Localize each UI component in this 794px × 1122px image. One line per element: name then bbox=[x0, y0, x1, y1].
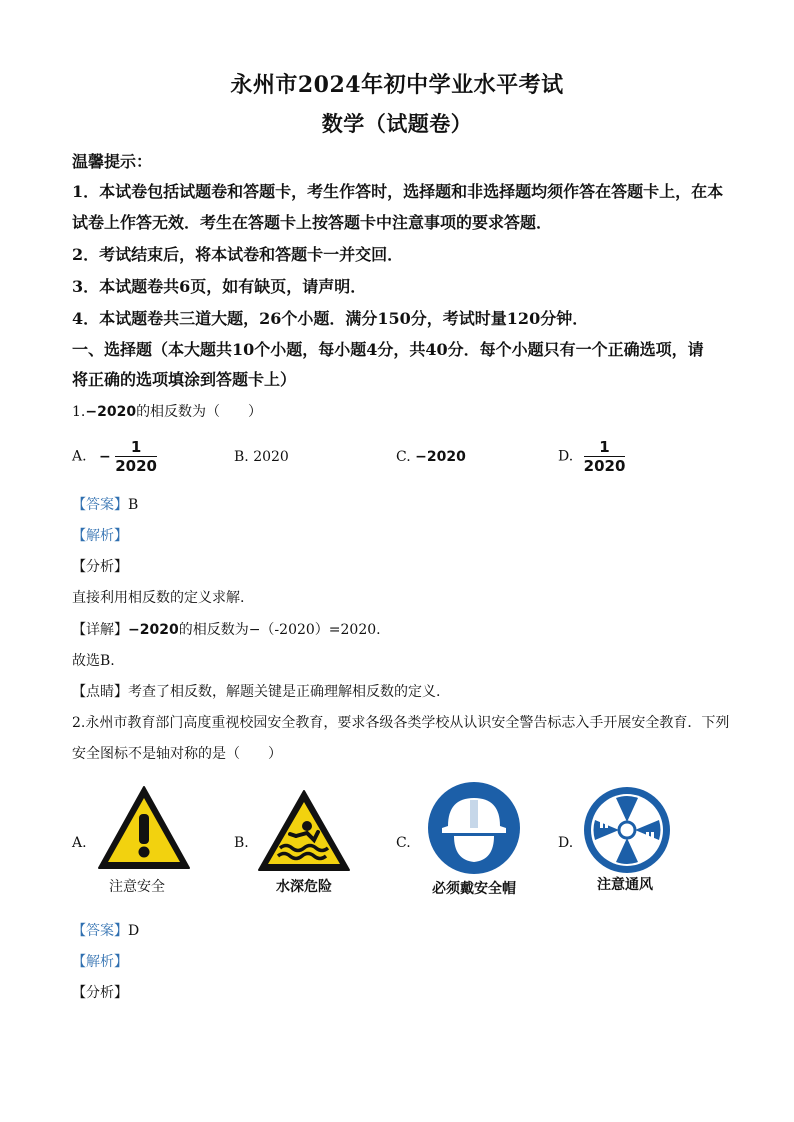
q1-stem bbox=[72, 402, 728, 422]
notice-item-4: 4．本试题卷共三道大题，26个小题．满分150分，考试时量120分钟． bbox=[72, 309, 589, 328]
q1-fenxi-text: 直接利用相反数的定义求解. bbox=[72, 590, 245, 606]
q2-option-d-caption: 注意通风 bbox=[597, 877, 653, 893]
q1-comment-text: 考查了相反数，解题关键是正确理解相反数的定义. bbox=[128, 684, 441, 700]
q2-stem-a: 2.永州市教育部门高度重视校园安全教育，要求各级各类学校从认识安全警告标志入手开展安全教育．下列 bbox=[72, 715, 730, 731]
notice-item-3: 3．本试题卷共6页，如有缺页，请声明． bbox=[72, 277, 367, 296]
q1-answer-value: B bbox=[128, 497, 139, 513]
q1-option-c bbox=[396, 448, 466, 466]
q1-expr: −2020 bbox=[85, 404, 137, 420]
q1-option-a-denominator: 2020 bbox=[115, 457, 157, 475]
section-heading-a: 一、选择题（本大题共10个小题，每小题4分，共40分．每个小题只有一个正确选项，请 bbox=[72, 340, 704, 359]
q2-answer bbox=[72, 921, 728, 941]
q2-answer-tag: 【答案】 bbox=[72, 923, 128, 939]
q2-option-d-label: D. bbox=[558, 835, 574, 851]
page-title: 永州市2024年初中学业水平考试 bbox=[230, 72, 564, 98]
q1-option-c-text: −2020 bbox=[415, 449, 466, 465]
q1-option-c-label: C. bbox=[396, 449, 411, 465]
page-subtitle: 数学（试题卷） bbox=[321, 111, 473, 136]
q1-option-d-numerator: 1 bbox=[584, 438, 626, 457]
q1-detail-tag: 【详解】 bbox=[72, 622, 128, 638]
q1-option-d-label: D. bbox=[558, 448, 574, 465]
notice-item-2: 2．考试结束后，将本试卷和答题卡一并交回． bbox=[72, 245, 404, 264]
q1-option-a-sign: − bbox=[99, 448, 111, 465]
q1-option-b-text: 2020 bbox=[253, 449, 289, 465]
q1-stem-text: 的相反数为（ ） bbox=[136, 404, 263, 420]
drowning-warning-icon bbox=[256, 788, 352, 874]
q2-fenxi-tag: 【分析】 bbox=[72, 985, 128, 1001]
exclamation-warning-icon bbox=[96, 784, 192, 872]
q1-option-a bbox=[72, 438, 157, 475]
q2-option-c-label: C. bbox=[396, 835, 411, 851]
q1-option-a-fraction bbox=[115, 438, 157, 475]
notice-item-1a: 1．本试卷包括试题卷和答题卡，考生作答时，选择题和非选择题均须作答在答题卡上，在本 bbox=[72, 182, 724, 201]
q2-option-a-label: A. bbox=[72, 835, 87, 851]
q1-option-d-fraction bbox=[584, 438, 626, 475]
notice-heading: 温馨提示： bbox=[72, 152, 153, 171]
q1-option-d bbox=[558, 438, 625, 475]
helmet-mandatory-icon bbox=[426, 780, 522, 876]
ventilation-fan-icon bbox=[582, 786, 672, 874]
q2-option-b-caption: 水深危险 bbox=[276, 879, 332, 895]
q1-option-d-denominator: 2020 bbox=[583, 457, 626, 475]
q1-detail bbox=[72, 620, 728, 640]
q1-option-a-label: A. bbox=[72, 448, 87, 465]
q2-analysis-tag: 【解析】 bbox=[72, 954, 128, 970]
notice-item-1b: 试卷上作答无效．考生在答题卡上按答题卡中注意事项的要求答题． bbox=[72, 213, 553, 232]
q1-option-a-numerator: 1 bbox=[115, 438, 157, 457]
q2-option-b-label: B. bbox=[234, 835, 249, 851]
q1-option-b bbox=[234, 448, 289, 466]
q1-analysis-tag: 【解析】 bbox=[72, 528, 128, 544]
q1-answer bbox=[72, 495, 728, 515]
q2-answer-value: D bbox=[128, 923, 140, 939]
q1-number: 1. bbox=[72, 404, 86, 420]
q1-answer-tag: 【答案】 bbox=[72, 497, 128, 513]
section-heading-b: 将正确的选项填涂到答题卡上） bbox=[72, 370, 297, 389]
q2-stem-b: 安全图标不是轴对称的是（ ） bbox=[72, 746, 282, 762]
q2-option-a-caption: 注意安全 bbox=[109, 879, 165, 895]
q1-detail-expr: −2020 bbox=[128, 622, 179, 638]
q2-option-c-caption: 必须戴安全帽 bbox=[432, 881, 516, 897]
q1-conclusion: 故选B. bbox=[72, 653, 115, 669]
q1-comment-tag: 【点睛】 bbox=[72, 684, 128, 700]
q1-fenxi-tag: 【分析】 bbox=[72, 559, 128, 575]
q1-comment bbox=[72, 682, 728, 702]
q1-detail-text: 的相反数为−（-2020）=2020. bbox=[178, 622, 381, 638]
q1-option-b-label: B. bbox=[234, 449, 249, 465]
